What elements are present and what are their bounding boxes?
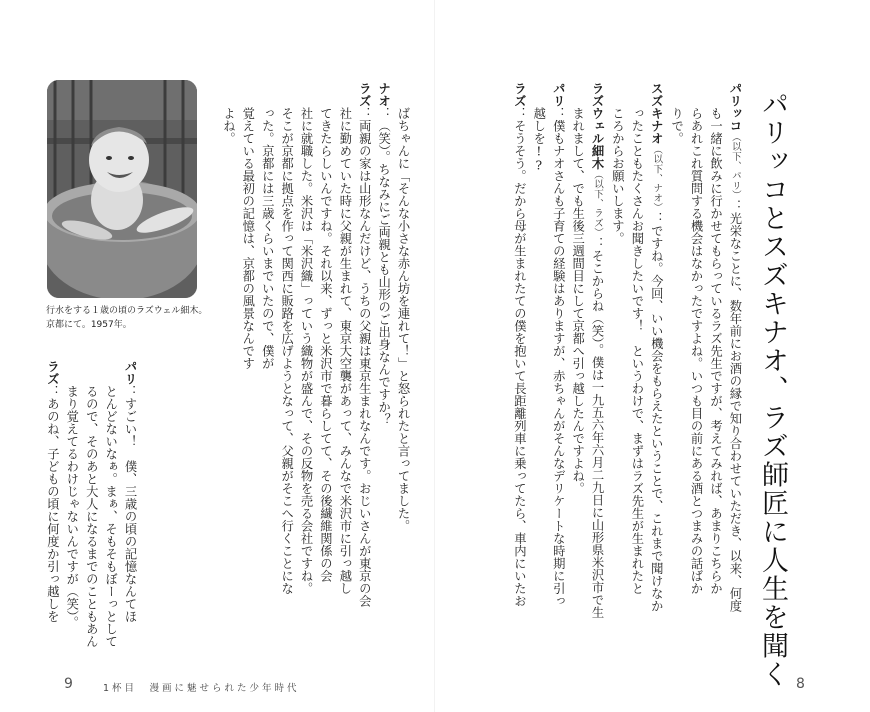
- dialogue-text: （以下、ナオ）: [651, 144, 663, 213]
- dialogue-text: ばちゃんに「そんな小さな赤ん坊を連れて！」と怒られたと言ってました。: [396, 82, 411, 532]
- dialogue-text: らあれこれ質問する機会はなかったですよね。いつも目の前にある酒とつまみの話ばか: [689, 82, 704, 595]
- dialogue-text: りで。: [669, 82, 684, 145]
- dialogue-text: （以下、ラズ）: [592, 169, 604, 238]
- speaker-name: パリッコ: [727, 82, 742, 132]
- baby-bath-photo: [47, 80, 197, 298]
- dialogue-text: ：光栄なことに、数年前にお酒の縁で知り合わせていただき、以来、何度: [727, 199, 742, 613]
- dialogue-text: ：ですね。今回、いい機会をもらえたということで、これまで聞けなか: [649, 212, 664, 613]
- dialogue-text: （以下、パリ）: [729, 132, 741, 200]
- right-page-number: 8: [796, 676, 805, 692]
- photo-caption-line-2: 京都にて。1957年。: [46, 320, 132, 330]
- dialogue-text: 越しを!?: [531, 82, 546, 173]
- photo-caption: [46, 304, 221, 332]
- dialogue-text: ：僕もナオさんも子育ての経験はありますが、赤ちゃんがそんなデリケートな時期に引っ: [551, 107, 566, 607]
- speaker-name: ラズ: [512, 82, 527, 107]
- speaker-name: スズキナオ: [649, 82, 664, 145]
- dialogue-text: ：あのね、子どもの頃に何度か引っ越しを: [45, 385, 60, 623]
- speaker-name: パリ: [551, 82, 566, 107]
- speaker-name: ラズ: [357, 82, 372, 107]
- right-body-text: [509, 82, 745, 619]
- left-page-number: 9: [64, 676, 73, 692]
- dialogue-text: ：（笑）。ちなみにご両親とも山形のご出身なんですか？: [376, 107, 391, 426]
- left-body-text-upper: [218, 82, 412, 607]
- dialogue-text: 社に勤めていた時に父親が生まれて、東京大空襲があって、みんなで米沢市に引っ越し: [337, 82, 352, 595]
- dialogue-text: てきたらしいんですね。それ以来、ずっと米沢市で暮らしてて、その後繊維関係の会: [318, 82, 333, 582]
- dialogue-text: まれまして、でも生後三週間目にして京都へ引っ越したんですよね。: [570, 82, 585, 495]
- speaker-name: パリ: [123, 360, 138, 385]
- speaker-name: ラズウェル細木: [590, 82, 605, 170]
- dialogue-text: そこが京都に拠点を作って関西に販路を広げようとなって、父親がそこへ行くことにな: [279, 82, 294, 595]
- dialogue-text: とんどないなぁ。まぁ、そもそもぼーっとして: [103, 360, 118, 648]
- dialogue-text: ：すごい！ 僕、三歳の頃の記憶なんてほ: [123, 385, 138, 623]
- dialogue-text: よね。: [221, 82, 236, 145]
- dialogue-text: るので、そのあと大人になるまでのこともあん: [84, 360, 99, 648]
- photo-caption-line-1: 行水をする１歳の頃のラズウェル細木。: [46, 306, 208, 316]
- running-head: 1杯目 漫画に魅せられた少年時代: [103, 683, 300, 694]
- dialogue-text: も一緒に飲みに行かせてもらっているラズ先生ですが、考えてみれば、あまりこちらか: [708, 82, 723, 595]
- chapter-title: パリッコとスズキナオ、ラズ師匠に人生を聞く: [757, 90, 788, 689]
- dialogue-text: 覚えている最初の記憶は、京都の風景なんです: [240, 82, 255, 370]
- dialogue-text: まり覚えてるわけじゃないんですが（笑）。: [64, 360, 79, 629]
- dialogue-text: 社に就職した。米沢は「米沢織」っていう織物が盛んで、その反物を売る会社ですね。: [299, 82, 314, 595]
- dialogue-text: ったこともたくさんお聞きしたいです！ というわけで、まずはラズ先生が生まれたと: [629, 82, 644, 595]
- speaker-name: ナオ: [376, 82, 391, 107]
- left-body-text-lower: [42, 360, 139, 648]
- page-gutter: [434, 0, 435, 712]
- dialogue-text: ：そうそう。だから母が生まれたての僕を抱いて長距離列車に乗ってたら、車内にいたお: [512, 107, 527, 607]
- dialogue-text: ：そこからね（笑）。僕は一九五六年六月二九日に山形県米沢市で生: [590, 237, 605, 619]
- dialogue-text: った。京都には三歳くらいまでいたので、僕が: [260, 82, 275, 370]
- dialogue-text: ころからお願いします。: [610, 82, 625, 245]
- dialogue-text: ：両親の家は山形なんだけど、うちの父親は東京生まれなんです。おじいさんが東京の会: [357, 107, 372, 607]
- speaker-name: ラズ: [45, 360, 60, 385]
